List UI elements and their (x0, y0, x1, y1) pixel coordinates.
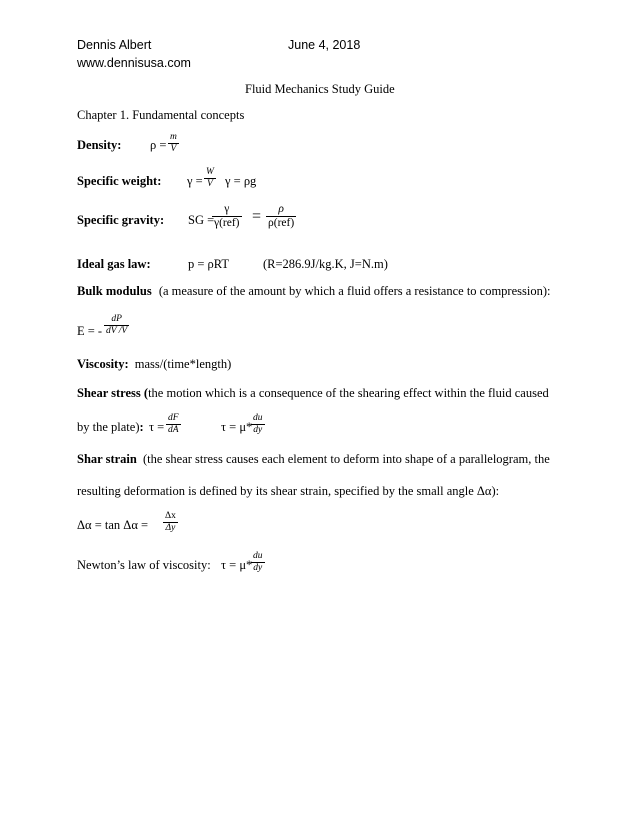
specific-gravity-numerator-2: ρ (278, 203, 284, 215)
shear-stress-denominator-2: dy (253, 425, 263, 435)
specific-gravity-lhs: SG = (188, 213, 215, 227)
shear-strain-line-2: resulting deformation is defined by its shear strain, specified by the small angle Δα): (77, 484, 500, 498)
density-denominator: V (170, 144, 177, 154)
newton-law-fraction (251, 551, 265, 574)
page-title: Fluid Mechanics Study Guide (245, 82, 395, 96)
density-numerator: m (170, 132, 177, 142)
shear-stress-colon: : (139, 420, 144, 434)
shear-stress-numerator-1: dF (168, 413, 179, 423)
website: www.dennisusa.com (77, 56, 191, 70)
specific-gravity-fraction-2 (266, 203, 296, 230)
shear-strain-description: (the shear stress causes each element to deform into shape of a parallelogram, the (142, 452, 550, 466)
shear-stress-lhs-1: τ = (149, 420, 165, 434)
date: June 4, 2018 (288, 38, 361, 52)
bulk-modulus-denominator: dV /V (106, 326, 128, 336)
ideal-gas-label: Ideal gas law: (77, 257, 151, 271)
specific-gravity-label: Specific gravity: (77, 213, 165, 227)
specific-weight-numerator: W (206, 167, 214, 177)
shear-strain-fraction (163, 511, 178, 534)
bulk-modulus-fraction (104, 314, 129, 337)
shear-stress-description-2: by the plate) (77, 420, 140, 434)
shear-stress-label: Shear stress ( (77, 386, 149, 400)
newton-law-denominator: dy (253, 563, 263, 573)
author-name: Dennis Albert (77, 38, 152, 52)
specific-gravity-fraction-1 (212, 203, 242, 230)
shear-strain-lhs: Δα = tan Δα = (77, 518, 149, 532)
bulk-modulus-line (77, 284, 551, 299)
shear-stress-denominator-1: dA (168, 425, 179, 435)
specific-weight-fraction (204, 167, 216, 190)
specific-weight-label: Specific weight: (77, 174, 162, 188)
shear-strain-line-1 (77, 452, 550, 467)
viscosity-description: mass/(time*length) (134, 357, 232, 371)
newton-law-numerator: du (253, 551, 263, 561)
specific-weight-lhs: γ = (187, 174, 203, 188)
specific-gravity-numerator-1: γ (224, 203, 230, 215)
shear-stress-line-1 (77, 386, 549, 401)
shear-strain-denominator: Δy (165, 523, 176, 533)
shear-stress-description: the motion which is a consequence of the shearing effect within the fluid caused (148, 386, 549, 400)
ideal-gas-formula: p = ρRT (188, 257, 230, 271)
specific-gravity-denominator-1: γ(ref) (214, 217, 240, 229)
viscosity-label: Viscosity: (77, 357, 129, 371)
specific-gravity-denominator-2: ρ(ref) (268, 217, 295, 229)
newton-law-label: Newton’s law of viscosity: (77, 558, 211, 572)
shear-strain-label: Shar strain (77, 452, 137, 466)
density-label: Density: (77, 138, 122, 152)
newton-law-lhs: τ = μ* (221, 558, 253, 572)
ideal-gas-note: (R=286.9J/kg.K, J=N.m) (263, 257, 388, 271)
specific-gravity-equals: = (252, 208, 262, 225)
bulk-modulus-label: Bulk modulus (77, 284, 152, 298)
bulk-modulus-lhs: E = - (77, 324, 103, 338)
shear-stress-lhs-2: τ = μ* (221, 420, 253, 434)
shear-stress-fraction-1 (166, 413, 181, 436)
shear-strain-numerator: Δx (165, 511, 176, 521)
density-lhs: ρ = (150, 138, 167, 152)
shear-stress-numerator-2: du (253, 413, 263, 423)
chapter-heading: Chapter 1. Fundamental concepts (77, 108, 245, 122)
shear-stress-fraction-2 (251, 413, 265, 436)
bulk-modulus-description: (a measure of the amount by which a fluid offers a resistance to compression): (158, 284, 551, 298)
density-fraction (168, 132, 179, 155)
shear-stress-line-2 (77, 420, 144, 435)
viscosity-line (77, 357, 231, 372)
bulk-modulus-numerator: dP (111, 314, 122, 324)
specific-weight-denominator: V (207, 179, 213, 189)
specific-weight-rhs: γ = ρg (225, 174, 257, 188)
